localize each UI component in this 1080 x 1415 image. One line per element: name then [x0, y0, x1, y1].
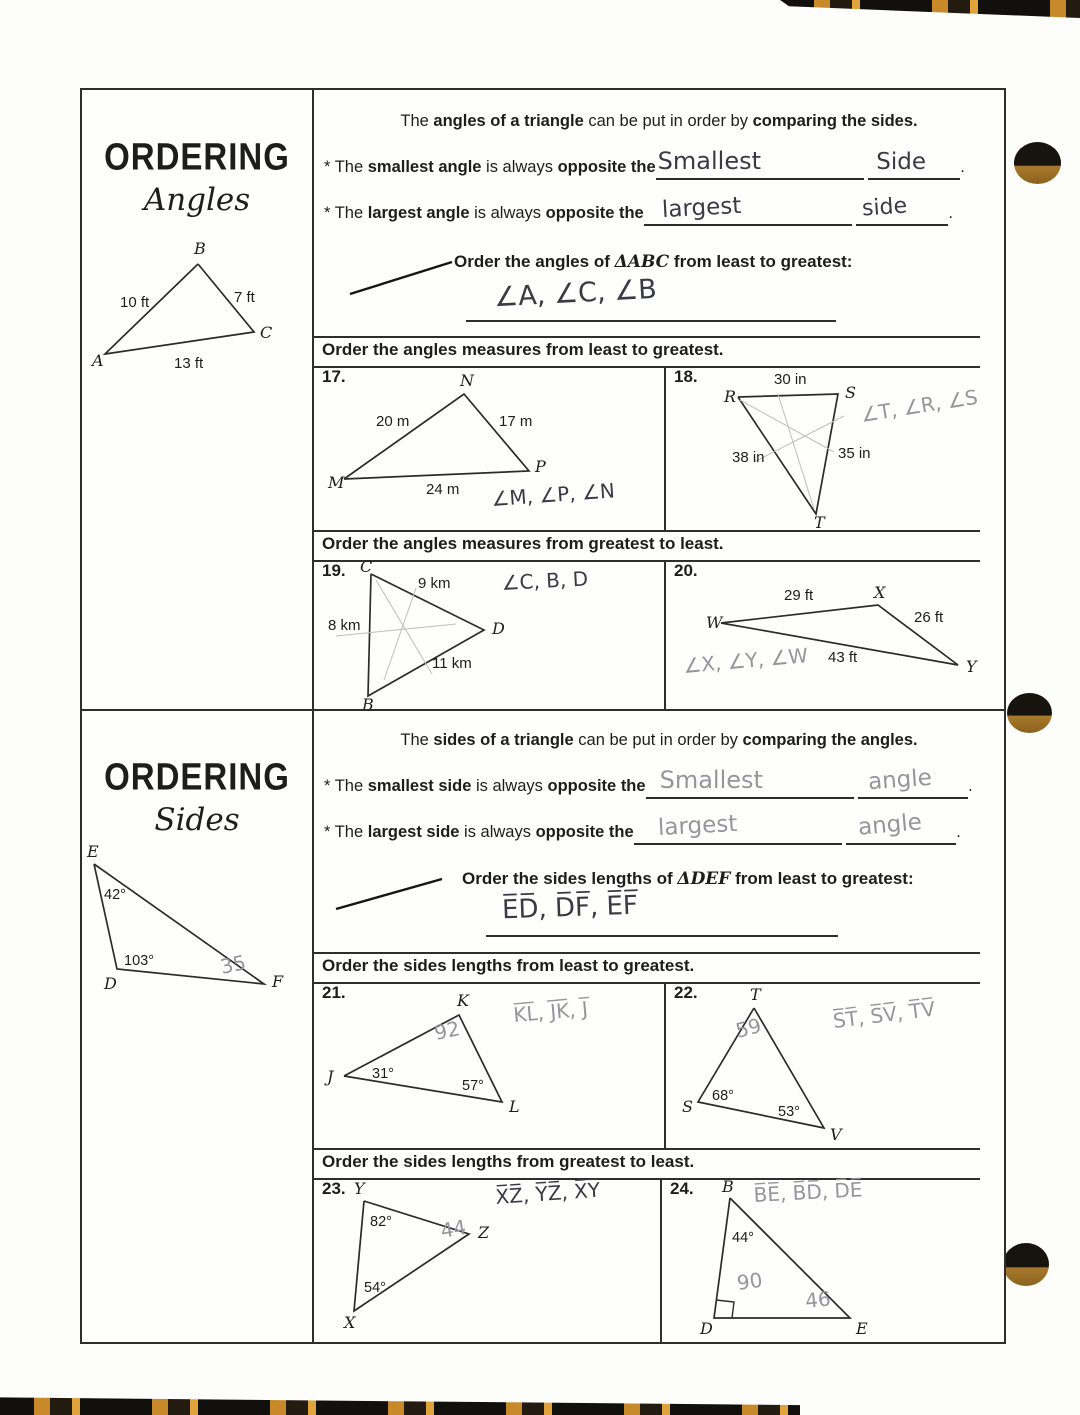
answer-underline	[486, 935, 838, 937]
problem-24-cell	[662, 1176, 1004, 1342]
section-header-angles-least: Order the angles measures from least to greatest.	[314, 336, 980, 368]
vertex-label: D	[104, 974, 117, 993]
vertex-label: L	[509, 1097, 520, 1116]
text: comparing the angles.	[742, 731, 918, 749]
text: * The	[324, 204, 368, 222]
handwritten-answer: X̅Z̅, Y̅Z̅, X̅Y̅	[494, 1177, 601, 1209]
problem-23-cell	[314, 1176, 660, 1342]
text: .	[948, 204, 953, 222]
triangle-wxy-diagram	[666, 558, 1004, 709]
problem-20-cell	[666, 558, 1004, 709]
vertex-label: C	[260, 323, 273, 342]
handwritten-answer: K̅L̅, J̅K̅, J̅	[512, 996, 589, 1027]
text: largest side	[367, 823, 460, 841]
vertex-label: B	[722, 1177, 734, 1196]
pencil-angle-note: 59	[733, 1013, 764, 1043]
answer-blank	[858, 764, 968, 799]
answer-blank	[644, 192, 852, 226]
pencil-angle-note: 35	[218, 950, 248, 979]
text: can be put in order by	[583, 112, 753, 130]
sides-bullet-largest	[324, 809, 961, 845]
answer-blank	[868, 149, 960, 180]
problem-number: 17.	[322, 367, 346, 386]
text: ΔABC	[614, 252, 670, 272]
angle-label: 57°	[462, 1078, 484, 1094]
vertex-label: E	[87, 842, 99, 861]
vertex-label: T	[814, 513, 825, 530]
problem-number: 22.	[674, 983, 698, 1002]
angle-label: 82°	[370, 1214, 392, 1230]
side-label: 13 ft	[174, 355, 204, 372]
pencil-angle-note: 90	[735, 1267, 764, 1295]
side-label: 20 m	[376, 413, 410, 430]
problem-number: 18.	[674, 367, 698, 386]
text: The	[400, 731, 434, 749]
side-label: 35 in	[838, 445, 871, 462]
desk-wood-strip-top	[780, 0, 1080, 18]
triangle-def-diagram	[82, 839, 312, 1159]
vertex-label: M	[328, 473, 345, 492]
vertex-label: J	[327, 1067, 334, 1086]
answer-blank	[634, 810, 842, 845]
vertex-label: A	[92, 351, 104, 370]
text: from least to greatest:	[669, 252, 853, 271]
triangle-xyz-diagram	[314, 1176, 660, 1342]
angle-label: 31°	[372, 1066, 394, 1082]
text: can be put in order by	[573, 731, 743, 749]
angle-label: 103°	[124, 953, 154, 969]
text: Order the angles of	[454, 252, 615, 271]
angle-label: 68°	[712, 1088, 734, 1104]
text: comparing the sides.	[752, 112, 918, 130]
sides-panel-title: ORDERING	[104, 755, 290, 798]
text: is always	[481, 158, 558, 176]
triangle-rst-diagram	[666, 364, 1004, 530]
problem-number: 24.	[670, 1179, 694, 1198]
text: .	[960, 158, 965, 176]
side-label: 11 km	[432, 655, 472, 672]
text: angles of a triangle	[433, 112, 584, 130]
vertex-label: D	[492, 619, 505, 638]
answer-blank	[646, 766, 854, 799]
side-label: 29 ft	[784, 587, 814, 604]
arrow-left-icon	[332, 250, 462, 305]
problem-number: 21.	[322, 983, 346, 1002]
vertex-label: B	[362, 695, 374, 709]
text: opposite the	[535, 823, 634, 841]
hole-punch	[1007, 693, 1052, 733]
handwritten-answer: ∠M, ∠P, ∠N	[490, 478, 616, 511]
problem-22-cell	[666, 980, 1004, 1148]
desk-wood-strip-bottom	[0, 1393, 800, 1415]
sides-panel-script: Sides	[154, 802, 240, 838]
angles-bullet-largest	[324, 192, 953, 226]
vertex-label: X	[874, 583, 886, 602]
section-header-angles-greatest: Order the angles measures from greatest to least.	[314, 530, 980, 562]
triangle-bde-diagram	[662, 1176, 1004, 1342]
vertex-label: F	[272, 972, 284, 991]
pencil-angle-note: 92	[432, 1016, 462, 1045]
vertex-label: X	[344, 1313, 356, 1332]
text: ΔDEF	[677, 869, 731, 889]
problem-18-cell	[666, 364, 1004, 530]
text: * The	[324, 158, 368, 176]
problem-number: 23.	[322, 1179, 346, 1198]
sides-example-answer: E̅D̅, D̅F̅, E̅F̅	[501, 890, 639, 926]
answer-blank	[856, 193, 948, 226]
angles-panel-script: Angles	[143, 182, 251, 218]
triangle-abc-diagram	[82, 240, 312, 540]
vertex-label: Z	[478, 1223, 490, 1242]
handwritten-answer: B̅E̅, B̅D̅, D̅E̅	[753, 1177, 864, 1207]
vertex-label: K	[457, 991, 469, 1010]
text: The	[400, 112, 434, 130]
hole-punch	[1014, 142, 1061, 184]
text: is always	[469, 204, 546, 222]
angles-panel-title: ORDERING	[104, 135, 290, 178]
pencil-angle-note: 46	[804, 1286, 832, 1313]
text: sides of a triangle	[433, 731, 574, 749]
section-header-sides-least: Order the sides lengths from least to greatest.	[314, 952, 980, 984]
angle-label: 44°	[732, 1230, 754, 1246]
side-label: 8 km	[328, 617, 361, 634]
section-header-sides-greatest: Order the sides lengths from greatest to least.	[314, 1148, 980, 1180]
handwritten-answer: largest	[657, 810, 738, 842]
triangle-mnp-diagram	[314, 364, 664, 530]
vertex-label: N	[460, 371, 474, 390]
side-label: 7 ft	[234, 289, 255, 306]
text: Order the sides lengths of	[462, 869, 678, 888]
vertex-label: D	[700, 1319, 713, 1338]
problem-number: 19.	[322, 561, 346, 580]
answer-underline	[466, 320, 836, 322]
sides-example-prompt	[462, 869, 914, 889]
side-label: 43 ft	[828, 649, 858, 666]
handwritten-answer: side	[861, 193, 909, 222]
arrow-left-icon	[322, 867, 452, 922]
angle-label: 53°	[778, 1104, 800, 1120]
vertex-label: R	[724, 387, 737, 406]
text: smallest side	[367, 777, 472, 795]
pencil-angle-note: 44	[438, 1214, 468, 1243]
handwritten-answer: ∠X, ∠Y, ∠W	[682, 643, 809, 678]
side-label: 26 ft	[914, 609, 944, 626]
handwritten-answer: angle	[867, 764, 933, 796]
handwritten-answer: ∠C, B, D	[501, 566, 589, 595]
text: is always	[459, 823, 536, 841]
text: * The	[324, 777, 368, 795]
handwritten-answer: Side	[876, 149, 927, 175]
vertex-label: B	[194, 240, 206, 258]
text: smallest angle	[367, 158, 482, 176]
side-label: 38 in	[732, 449, 765, 466]
vertex-label: W	[706, 613, 723, 632]
vertex-label: E	[856, 1319, 868, 1338]
problem-21-cell	[314, 980, 664, 1148]
side-label: 10 ft	[120, 294, 150, 311]
vertex-label: S	[845, 383, 856, 402]
handwritten-answer: largest	[661, 192, 742, 224]
handwritten-answer: ∠T, ∠R, ∠S	[859, 384, 980, 427]
side-label: 17 m	[499, 413, 533, 430]
vertex-label: V	[830, 1125, 842, 1144]
text: is always	[471, 777, 548, 795]
sides-intro-cell	[314, 709, 1004, 952]
vertex-label: T	[750, 985, 761, 1004]
text: opposite the	[545, 204, 644, 222]
side-label: 24 m	[426, 481, 460, 498]
problem-19-cell	[314, 558, 664, 709]
triangle-jkl-diagram	[314, 980, 664, 1148]
handwritten-answer: S̅T̅, S̅V̅, T̅V̅	[831, 996, 937, 1033]
text: from least to greatest:	[730, 869, 914, 888]
text: .	[968, 777, 973, 795]
text: largest angle	[367, 204, 470, 222]
side-label: 30 in	[774, 371, 807, 388]
triangle-stv-diagram	[666, 980, 1004, 1148]
vertex-label: Y	[966, 657, 977, 676]
vertex-label: S	[682, 1097, 693, 1116]
vertex-label: Y	[354, 1179, 365, 1198]
hole-punch	[1003, 1243, 1049, 1286]
answer-blank	[656, 147, 864, 180]
handwritten-answer: Smallest	[659, 766, 763, 794]
text: * The	[324, 823, 368, 841]
sides-intro-sentence	[314, 731, 1004, 750]
handwritten-answer: angle	[857, 809, 924, 841]
text: opposite the	[547, 777, 646, 795]
text: .	[956, 823, 961, 841]
angles-example-answer: ∠A, ∠C, ∠B	[493, 273, 658, 314]
side-label: 9 km	[418, 575, 451, 592]
problem-number: 20.	[674, 561, 698, 580]
angles-bullet-smallest	[324, 147, 965, 180]
vertex-label: P	[535, 457, 546, 476]
triangle-cbd-diagram	[314, 558, 664, 709]
angles-example-prompt	[454, 252, 852, 272]
answer-blank	[846, 809, 956, 845]
angles-intro-sentence	[314, 112, 1004, 131]
text: opposite the	[557, 158, 656, 176]
worksheet-table	[80, 88, 1006, 1344]
sides-bullet-smallest	[324, 764, 973, 799]
problem-17-cell	[314, 364, 664, 530]
angles-intro-cell	[314, 90, 1004, 336]
angle-label: 54°	[364, 1280, 386, 1296]
handwritten-answer: Smallest	[657, 147, 762, 175]
vertex-label: C	[360, 558, 373, 576]
angle-label: 42°	[104, 887, 126, 903]
